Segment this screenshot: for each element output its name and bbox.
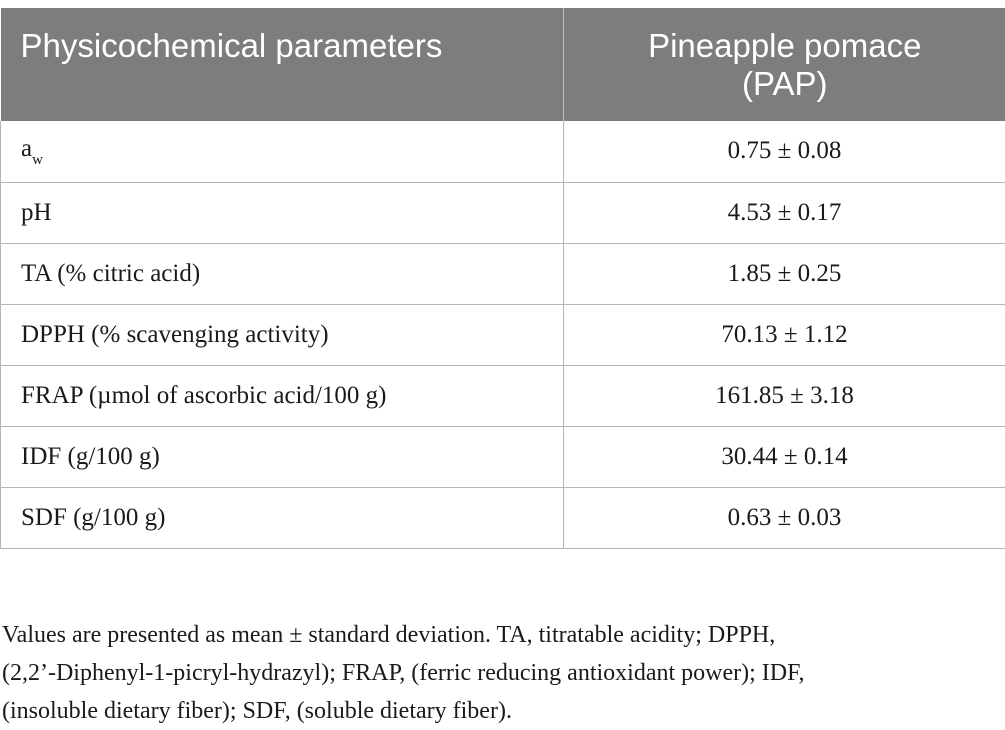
footnote-line: (2,2’-Diphenyl-1-picryl-hydrazyl); FRAP, (ferric reducing antioxidant power); IDF,: [2, 660, 805, 686]
row-value: 4.53 ± 0.17: [564, 182, 1005, 243]
row-label: SDF (g/100 g): [1, 487, 564, 548]
row-label: IDF (g/100 g): [1, 426, 564, 487]
row-value: 161.85 ± 3.18: [564, 365, 1005, 426]
row-value: 70.13 ± 1.12: [564, 304, 1005, 365]
column-header-parameters: Physicochemical parameters: [1, 8, 564, 121]
physicochemical-table: [0, 8, 1005, 549]
table-row: [1, 487, 1005, 548]
row-value: 30.44 ± 0.14: [564, 426, 1005, 487]
column-header-pap-text: Pineapple pomace (PAP): [648, 27, 922, 102]
data-table-container: [0, 8, 1005, 549]
aw-subscript: w: [32, 152, 43, 169]
footnote-line: (insoluble dietary fiber); SDF, (soluble dietary fiber).: [2, 698, 512, 724]
row-label: pH: [1, 182, 564, 243]
row-value: 0.75 ± 0.08: [564, 121, 1005, 182]
row-value: 1.85 ± 0.25: [564, 243, 1005, 304]
row-label: FRAP (µmol of ascorbic acid/100 g): [1, 365, 564, 426]
table-row: [1, 243, 1005, 304]
row-label-aw: [1, 121, 564, 182]
table-row: [1, 365, 1005, 426]
row-label: DPPH (% scavenging activity): [1, 304, 564, 365]
footnote-line: Values are presented as mean ± standard deviation. TA, titratable acidity; DPPH,: [2, 622, 776, 648]
table-header-row: [1, 8, 1005, 121]
aw-base: a: [21, 135, 33, 163]
row-label: TA (% citric acid): [1, 243, 564, 304]
column-header-pap: [564, 8, 1005, 121]
table-row: [1, 182, 1005, 243]
table-row: [1, 121, 1005, 182]
table-row: [1, 426, 1005, 487]
table-footnote: [2, 616, 1002, 730]
table-row: [1, 304, 1005, 365]
row-value: 0.63 ± 0.03: [564, 487, 1005, 548]
